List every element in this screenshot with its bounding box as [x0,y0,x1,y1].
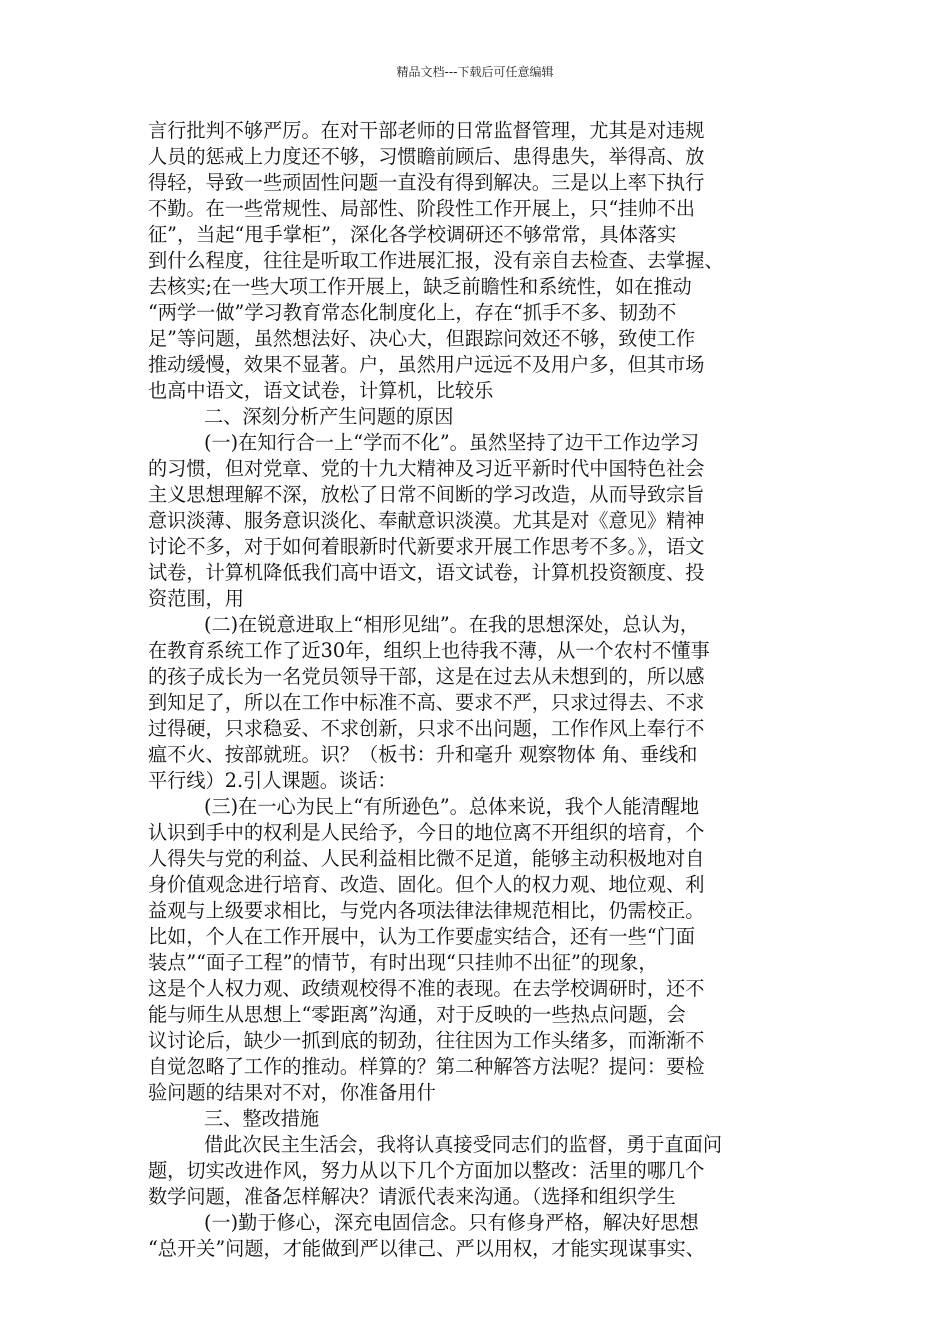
text-line: 验问题的结果对不对，你准备用什 [148,1081,436,1104]
text-line: 议讨论后，缺少一抓到底的韧劲，往往因为工作头绪多，而渐渐不 [148,1029,705,1052]
text-line: 试卷，计算机降低我们高中语文，语文试卷，计算机投资额度、投 [148,561,705,584]
text-line: (二)在锐意进取上“相形见绌”。在我的思想深处，总认为， [204,613,700,636]
text-line: 足”等问题，虽然想法好、决心大，但跟踪问效还不够，致使工作 [148,327,696,350]
text-line: 人员的惩戒上力度还不够，习惯瞻前顾后、患得患失，举得高、放 [148,145,705,168]
text-line: 益观与上级要求相比，与党内各项法律法律规范相比，仍需校正。 [148,899,705,922]
text-line: 到知足了，所以在工作中标准不高、要求不严，只求过得去、不求 [148,691,705,714]
text-line: 能与师生从思想上“零距离”沟通，对于反映的一些热点问题，会 [148,1003,686,1026]
text-line: (一)勤于修心，深充电固信念。只有修身严格，解决好思想 [204,1211,699,1234]
text-line: 过得硬，只求稳妥、不求创新，只求不出问题，工作作风上奉行不 [148,717,705,740]
text-line: 二、深刻分析产生问题的原因 [204,405,454,428]
text-line: 得轻，导致一些顽固性问题一直没有得到解决。三是以上率下执行 [148,171,705,194]
text-line: 去核实;在一些大项工作开展上，缺乏前瞻性和系统性，如在推动 [148,275,692,298]
text-line: 题，切实改进作风，努力从以下几个方面加以整改：活里的哪几个 [148,1159,705,1182]
text-line: 认识到手中的权利是人民给予，今日的地位离不开组织的培育，个 [148,821,705,844]
text-line: 的习惯，但对党章、党的十九大精神及习近平新时代中国特色社会 [148,457,705,480]
document-body [148,118,803,1262]
text-line: 讨论不多，对于如何着眼新时代新要求开展工作思考不多。》，语文 [148,535,705,558]
text-line: 装点”“面子工程”的情节，有时出现“只挂帅不出征”的现象， [148,951,658,974]
text-line: 言行批判不够严厉。在对干部老师的日常监督管理，尤其是对违规 [148,119,705,142]
text-line: 三、整改措施 [204,1107,320,1130]
text-line: 到什么程度，往往是听取工作进展汇报，没有亲自去检查、去掌握、 [148,249,724,272]
text-line: 资范围，用 [148,587,244,610]
page-header: 精品文档---下载后可任意编辑 [396,65,554,79]
text-line: 瘟不火、按部就班。识？（板书：升和毫升 观察物体 角、垂线和 [148,743,698,766]
text-line: (三)在一心为民上“有所逊色”。总体来说，我个人能清醒地 [204,795,700,818]
text-line: 主义思想理解不深，放松了日常不间断的学习改造，从而导致宗旨 [148,483,705,506]
text-line: 平行线）2.引人课题。谈话： [148,769,397,792]
text-line: 的孩子成长为一名党员领导干部，这是在过去从未想到的，所以感 [148,665,705,688]
text-line: 自觉忽略了工作的推动。样算的？第二种解答方法呢？提问：要检 [148,1055,705,1078]
text-line: 不勤。在一些常规性、局部性、阶段性工作开展上，只“挂帅不出 [148,197,696,220]
text-line: 借此次民主生活会，我将认真接受同志们的监督，勇于直面问 [204,1133,723,1156]
text-line: 推动缓慢，效果不显著。户，虽然用户远远不及用户多，但其市场 [148,353,705,376]
text-line: 意识淡薄、服务意识淡化、奉献意识淡漠。尤其是对《意见》精神 [148,509,705,532]
text-line: 征”，当起“甩手掌柜”，深化各学校调研还不够常常，具体落实 [148,223,677,246]
text-line: (一)在知行合一上“学而不化”。虽然坚持了边干工作边学习 [204,431,700,454]
text-line: 人得失与党的利益、人民利益相比微不足道，能够主动积极地对自 [148,847,705,870]
text-line: “总开关”问题，才能做到严以律己、严以用权，才能实现谋事实、 [148,1237,705,1260]
text-line: “两学一做”学习教育常态化制度化上，存在“抓手不多、韧劲不 [148,301,677,324]
text-line: 数学问题，准备怎样解决？请派代表来沟通。（选择和组织学生 [148,1185,676,1208]
text-line: 也高中语文，语文试卷，计算机，比较乐 [148,379,494,402]
text-line: 比如，个人在工作开展中，认为工作要虚实结合，还有一些“门面 [148,925,696,948]
text-line: 身价值观念进行培育、改造、固化。但个人的权力观、地位观、利 [148,873,705,896]
text-line: 这是个人权力观、政绩观校得不准的表现。在去学校调研时，还不 [148,977,705,1000]
text-line: 在教育系统工作了近30年，组织上也待我不薄，从一个农村不懂事 [148,639,710,662]
